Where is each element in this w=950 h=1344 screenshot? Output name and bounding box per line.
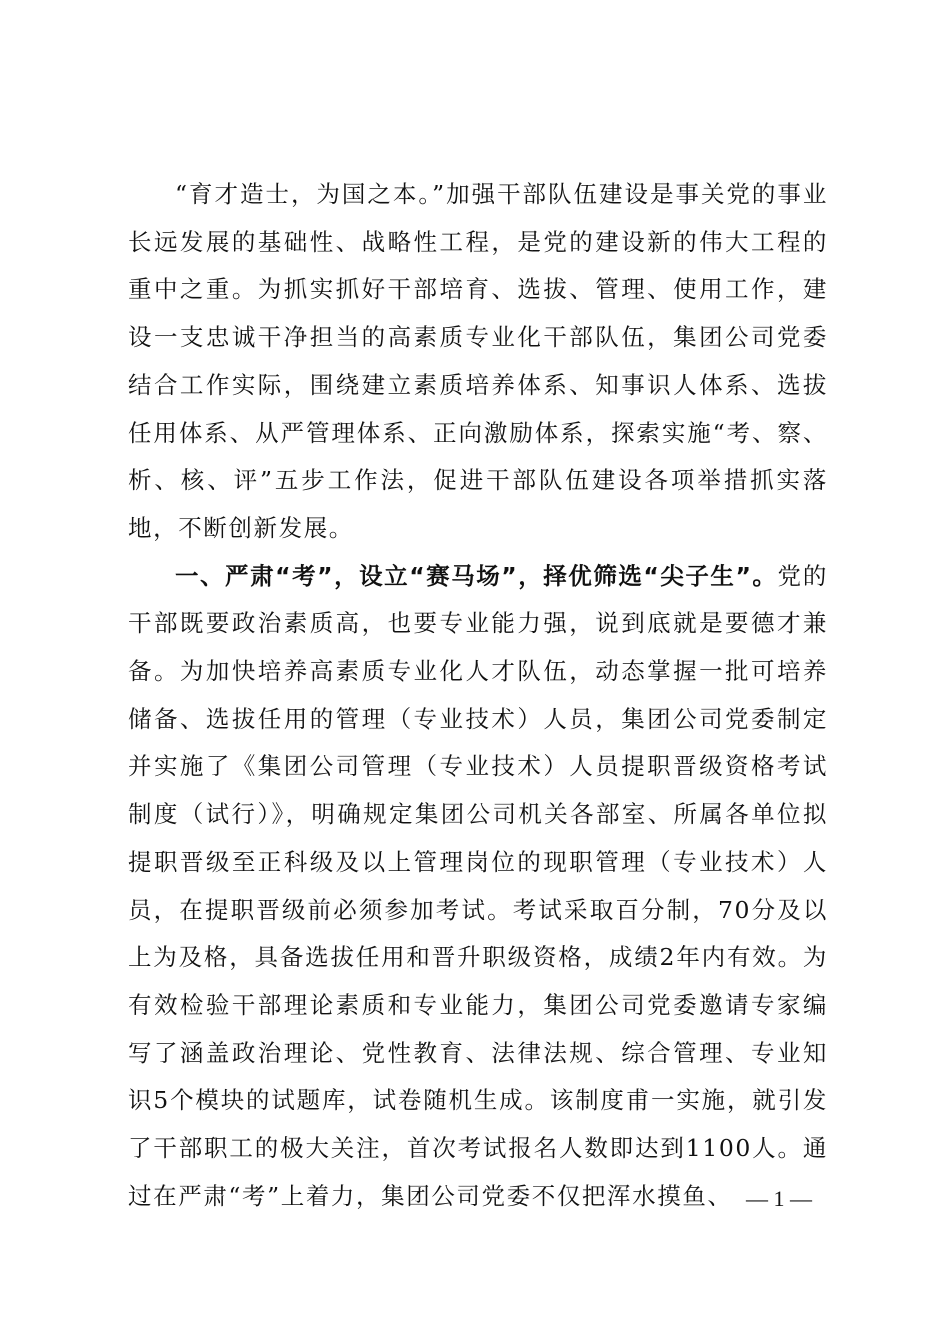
intro-paragraph: “育才造士，为国之本。”加强干部队伍建设是事关党的事业长远发展的基础性、战略性工程，是党的建设新的伟大工程的重中之重。为抓实抓好干部培育、选拔、管理、使用工作，建设一支忠诚干净担当的高素质专业化干部队伍，集团公司党委结合工作实际，围绕建立素质培养体系、知事识人体系、选拔任用体系、从严管理体系、正向激励体系，探索实施“考、察、析、核、评”五步工作法，促进干部队伍建设各项举措抓实落地，不断创新发展。 (128, 180, 828, 542)
section-one-paragraph (128, 553, 828, 1221)
section-one-body: 党的干部既要政治素质高，也要专业能力强，说到底就是要德才兼备。为加快培养高素质专业化人才队伍，动态掌握一批可培养储备、选拔任用的管理（专业技术）人员，集团公司党委制定并实施了《集团公司管理（专业技术）人员提职晋级资格考试制度（试行）》，明确规定集团公司机关各部室、所属各单位拟提职晋级至正科级及以上管理岗位的现职管理（专业技术）人员，在提职晋级前必须参加考试。考试采取百分制，70分及以上为及格，具备选拔任用和晋升职级资格，成绩2年内有效。为有效检验干部理论素质和专业能力，集团公司党委邀请专家编写了涵盖政治理论、党性教育、法律法规、综合管理、专业知识5个模块的试题库，试卷随机生成。该制度甫一实施，就引发了干部职工的极大关注，首次考试报名人数即达到1100人。通过在严肃“考”上着力，集团公司党委不仅把浑水摸鱼、 (128, 561, 828, 1210)
section-one-heading: 一、严肃“考”，设立“赛马场”，择优筛选“尖子生”。 (175, 561, 778, 590)
document-body (128, 171, 828, 1220)
page-number: — 1 — (746, 1186, 812, 1211)
